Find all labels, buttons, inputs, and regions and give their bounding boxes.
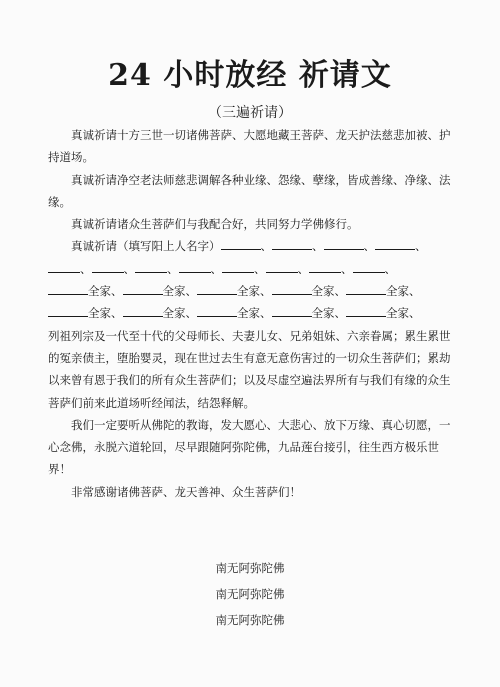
page-title: 24 小时放经 祈请文 bbox=[108, 58, 392, 93]
vow-paragraph: 我们一定要听从佛陀的教诲，发大愿心、大悲心、放下万缘、真心切愿，一心念佛，永脱六道轮回，尽早跟随阿弥陀佛，九品莲台接引，往生西方极乐世界！ bbox=[48, 417, 451, 477]
names-paragraph-rest: 列祖列宗及一代至十代的父母师长、夫妻儿女、兄弟姐妹、六亲眷属；累生累世的冤亲债主，堕胎婴灵，现在世过去生有意无意伤害过的一切众生菩萨们；累劫以来曾有恩于我们的所有众生菩萨们；以及尽虚空遍法界所有与我们有缘的众生菩萨们前来此道场听经闻法，结怨释解。 bbox=[48, 328, 451, 410]
name-blank[interactable] bbox=[222, 260, 254, 273]
name-blank[interactable] bbox=[375, 237, 415, 250]
family-blank[interactable] bbox=[272, 282, 312, 295]
page-subtitle: （三遍祈请） bbox=[208, 105, 292, 121]
chant-line-1: 南无阿弥陀佛 bbox=[215, 561, 285, 575]
names-prompt-line: 真诚祈请（填写阳上人名字） 、 、 、 、 bbox=[71, 239, 427, 254]
names-prompt: 真诚祈请（填写阳上人名字） bbox=[71, 239, 221, 254]
paragraph-3: 真诚祈请诸众生菩萨们与我配合好，共同努力学佛修行。 bbox=[71, 217, 359, 232]
chant-line-2: 南无阿弥陀佛 bbox=[215, 587, 285, 601]
family-blank[interactable] bbox=[48, 304, 88, 317]
name-blank[interactable] bbox=[92, 260, 124, 273]
chant-line-3: 南无阿弥陀佛 bbox=[215, 613, 285, 627]
name-blank[interactable] bbox=[179, 260, 211, 273]
family-blank[interactable] bbox=[197, 304, 237, 317]
family-row-2: 全家、 全家、 全家、 全家、 全家、 bbox=[48, 302, 458, 324]
names-row-2: 、 、 、 、 、 、 、 、 bbox=[48, 258, 458, 280]
name-blank[interactable] bbox=[324, 237, 364, 250]
paragraph-2: 真诚祈请净空老法师慈悲调解各种业缘、怨缘、孽缘，皆成善缘、净缘、法缘。 bbox=[48, 172, 451, 209]
name-blank[interactable] bbox=[353, 260, 385, 273]
name-blank[interactable] bbox=[48, 260, 80, 273]
prayer-body bbox=[48, 124, 458, 503]
family-blank[interactable] bbox=[346, 282, 386, 295]
family-blank[interactable] bbox=[197, 282, 237, 295]
name-blank[interactable] bbox=[309, 260, 341, 273]
name-blank[interactable] bbox=[135, 260, 167, 273]
paragraph-1: 真诚祈请十方三世一切诸佛菩萨、大愿地藏王菩萨、龙天护法慈悲加被、护持道场。 bbox=[48, 128, 451, 165]
name-blank[interactable] bbox=[266, 260, 298, 273]
name-blank[interactable] bbox=[221, 237, 261, 250]
family-blank[interactable] bbox=[272, 304, 312, 317]
family-row-1: 全家、 全家、 全家、 全家、 全家、 bbox=[48, 280, 458, 302]
thanks-line: 非常感谢诸佛菩萨、龙天善神、众生菩萨们！ bbox=[71, 484, 301, 499]
family-blank[interactable] bbox=[346, 304, 386, 317]
family-blank[interactable] bbox=[123, 304, 163, 317]
family-blank[interactable] bbox=[48, 282, 88, 295]
family-blank[interactable] bbox=[123, 282, 163, 295]
name-blank[interactable] bbox=[272, 237, 312, 250]
